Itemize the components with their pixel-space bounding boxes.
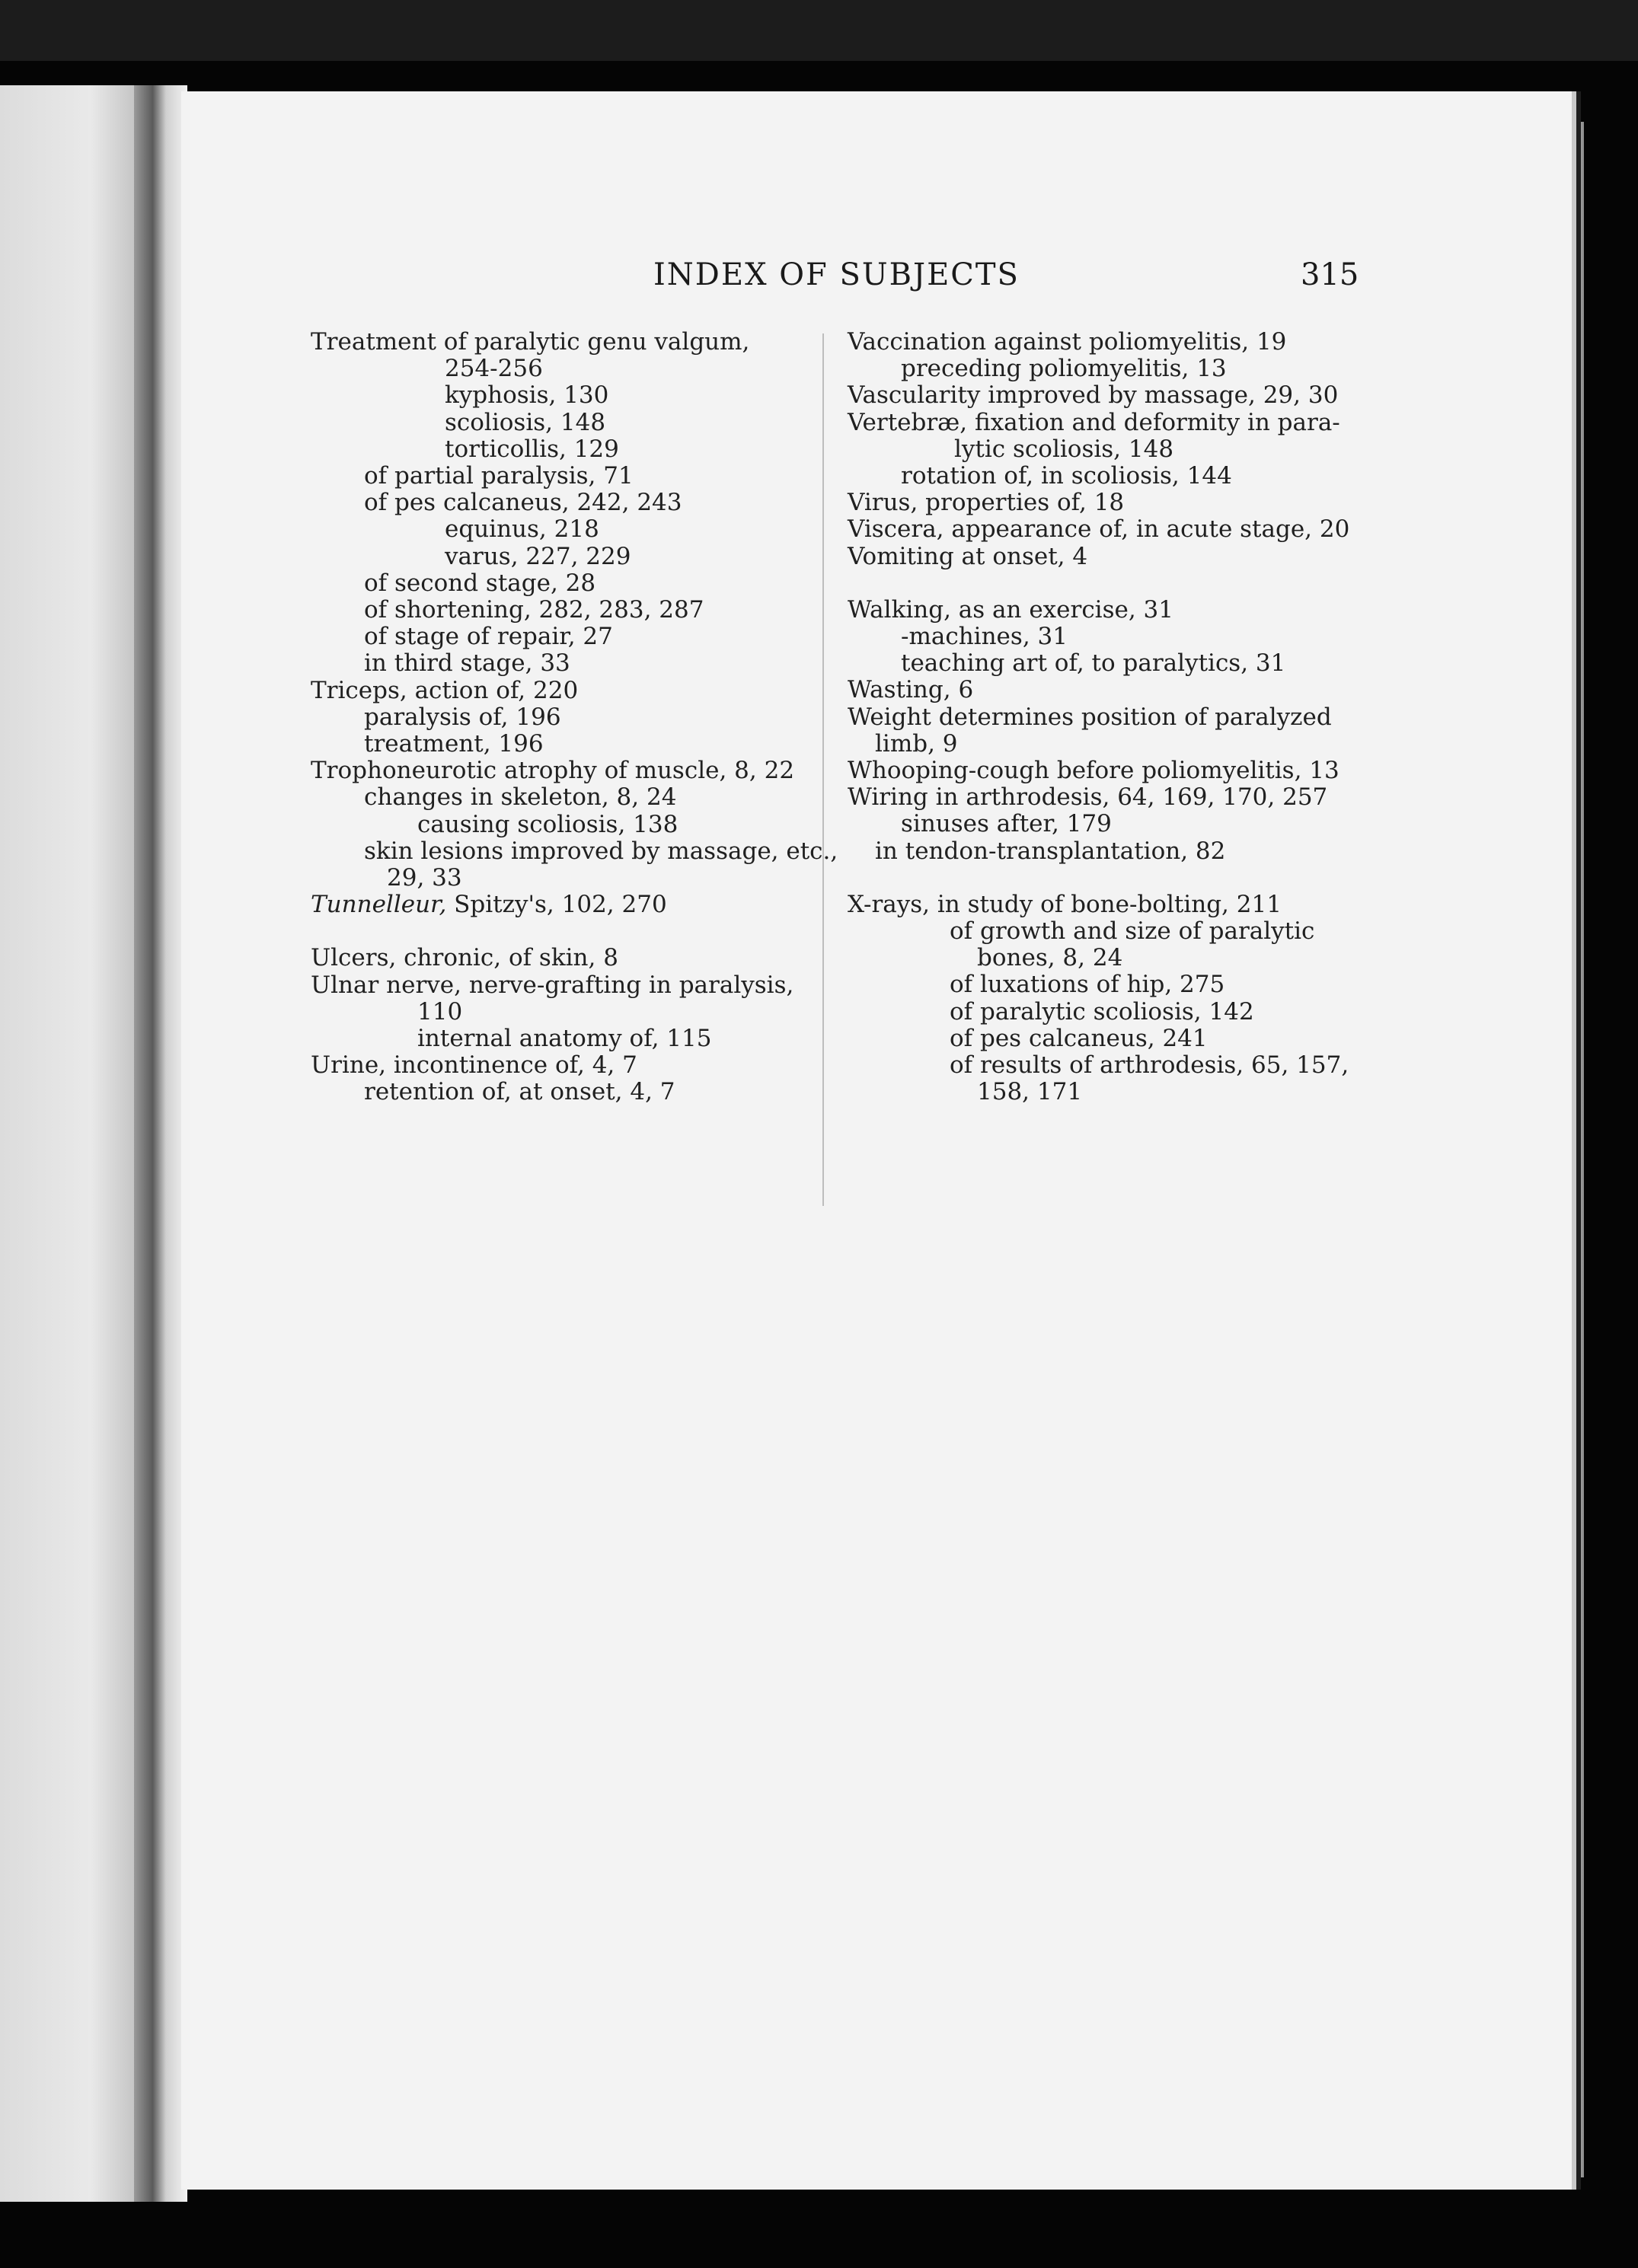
book-page	[181, 91, 1572, 2190]
index-subentry: changes in skeleton, 8, 24	[364, 783, 677, 812]
index-subentry: in tendon-transplantation, 82	[875, 837, 1226, 865]
section-gap	[848, 570, 1533, 597]
index-subentry: of growth and size of paralytic	[950, 917, 1315, 946]
index-subentry: bones, 8, 24	[977, 944, 1123, 972]
index-subentry: skin lesions improved by massage, etc.,	[364, 837, 838, 865]
index-entry: Ulnar nerve, nerve-grafting in paralysis,	[311, 971, 794, 999]
index-subentry: varus, 227, 229	[445, 542, 631, 570]
index-subentry: equinus, 218	[445, 515, 599, 544]
index-subentry: paralysis of, 196	[364, 703, 561, 731]
page-right-edge	[1572, 122, 1584, 2177]
index-entry: Vascularity improved by massage, 29, 30	[848, 381, 1339, 410]
index-entry: 254-256	[445, 355, 543, 383]
page-number: 315	[1301, 257, 1359, 292]
index-subentry: rotation of, in scoliosis, 144	[901, 462, 1232, 490]
index-entry: lytic scoliosis, 148	[954, 435, 1174, 463]
index-subentry: of pes calcaneus, 241	[950, 1024, 1208, 1052]
index-entry: Virus, properties of, 18	[848, 489, 1125, 517]
index-entry-text: Spitzy's, 102, 270	[446, 891, 667, 919]
index-entry: Walking, as an exercise, 31	[848, 595, 1174, 624]
index-subentry: 29, 33	[387, 864, 462, 892]
index-entry: Urine, incontinence of, 4, 7	[311, 1051, 637, 1080]
index-entry: X-rays, in study of bone-bolting, 211	[848, 890, 1282, 918]
running-title: INDEX OF SUBJECTS	[653, 257, 1020, 292]
index-subentry: sinuses after, 179	[901, 810, 1112, 838]
index-entry: Trophoneurotic atrophy of muscle, 8, 22	[311, 757, 795, 785]
index-entry: Triceps, action of, 220	[311, 676, 579, 704]
index-subentry: of results of arthrodesis, 65, 157,	[950, 1051, 1349, 1080]
index-entry: limb, 9	[875, 729, 958, 758]
index-subentry: internal anatomy of, 115	[417, 1025, 712, 1053]
index-entry: 110	[417, 997, 463, 1026]
index-subentry: kyphosis, 130	[445, 381, 609, 410]
index-subentry: torticollis, 129	[445, 435, 619, 463]
index-subentry: causing scoliosis, 138	[417, 810, 679, 838]
index-subentry: 158, 171	[977, 1078, 1083, 1106]
index-column-right	[848, 329, 1533, 1105]
index-subentry: in third stage, 33	[364, 649, 570, 678]
index-entry: Viscera, appearance of, in acute stage, 20	[848, 515, 1350, 544]
section-gap	[848, 865, 1533, 892]
index-subentry: of partial paralysis, 71	[364, 462, 634, 490]
index-subentry: teaching art of, to paralytics, 31	[901, 649, 1286, 678]
index-entry: Treatment of paralytic genu valgum,	[311, 328, 750, 356]
index-entry: Weight determines position of paralyzed	[848, 703, 1332, 731]
index-subentry: treatment, 196	[364, 730, 544, 758]
index-entry: Vaccination against poliomyelitis, 19	[848, 328, 1287, 356]
index-entry: Vertebræ, fixation and deformity in para-	[848, 408, 1340, 436]
index-entry: Wiring in arthrodesis, 64, 169, 170, 257	[848, 783, 1328, 812]
index-entry: Ulcers, chronic, of skin, 8	[311, 944, 618, 972]
index-subentry: of stage of repair, 27	[364, 623, 613, 651]
index-subentry: of second stage, 28	[364, 569, 596, 597]
index-entry: Whooping-cough before poliomyelitis, 13	[848, 757, 1339, 785]
index-subentry: preceding poliomyelitis, 13	[901, 355, 1227, 383]
scan-top-border	[0, 0, 1638, 61]
index-subentry: of paralytic scoliosis, 142	[950, 997, 1254, 1026]
index-subentry: of pes calcaneus, 242, 243	[364, 489, 682, 517]
facing-page-edge	[0, 85, 151, 2202]
index-entry-italic: Tunnelleur,	[311, 891, 447, 919]
index-subentry: scoliosis, 148	[445, 408, 606, 436]
index-subentry: -machines, 31	[901, 623, 1068, 651]
index-subentry: retention of, at onset, 4, 7	[364, 1078, 675, 1106]
index-subentry: of shortening, 282, 283, 287	[364, 596, 704, 624]
index-entry: Wasting, 6	[848, 676, 974, 704]
book-gutter	[134, 85, 187, 2202]
page-header	[181, 257, 1572, 318]
index-subentry: of luxations of hip, 275	[950, 971, 1225, 999]
index-entry: Vomiting at onset, 4	[848, 542, 1088, 570]
